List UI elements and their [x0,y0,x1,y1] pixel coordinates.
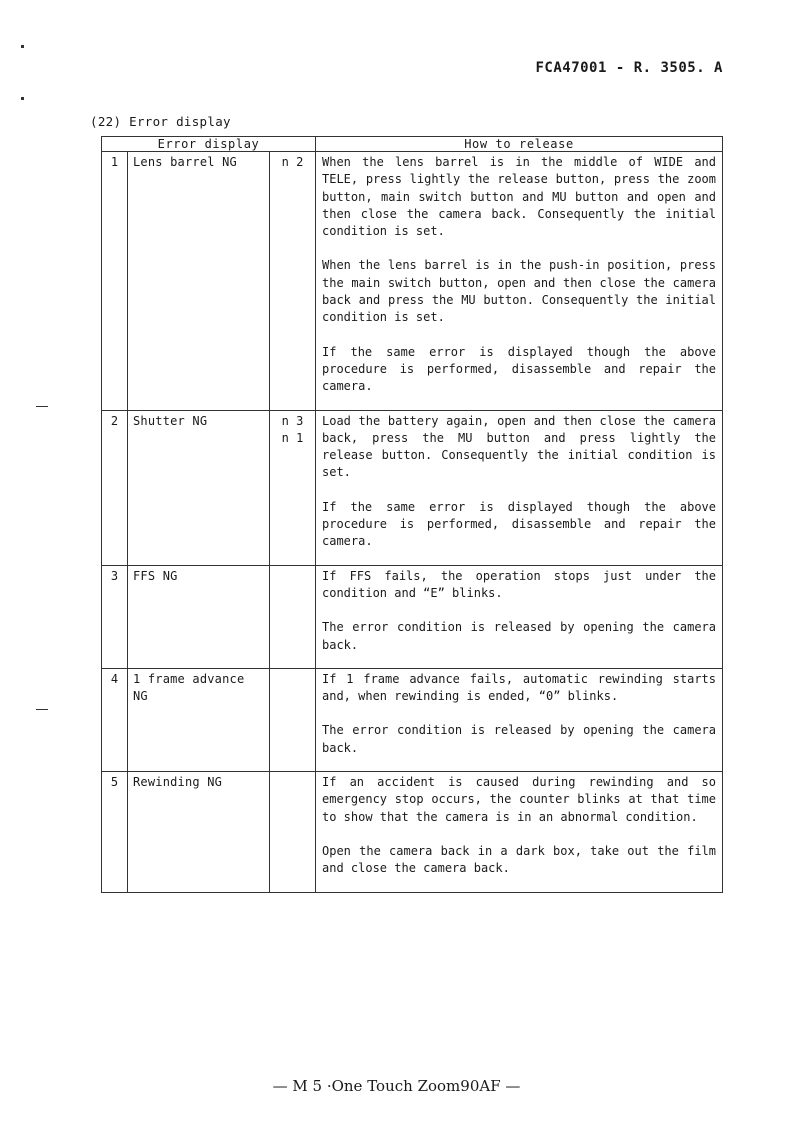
procedure-paragraph: When the lens barrel is in the middle of WIDE and TELE, press lightly the release button, press the zoom button, main switch button and MU button and open and then close the camera back. Consequently the initial condition is set. [322,155,716,239]
error-code-cell [270,668,316,771]
table-row [102,410,723,565]
error-name: Rewinding NG [128,772,270,892]
procedure-paragraph: The error condition is released by opening the camera back. [322,620,716,652]
procedure-paragraph: When the lens barrel is in the push-in position, press the main switch button, open and then close the camera back and press the MU button. Consequently the initial condition is set. [322,258,716,325]
table-header-row [102,137,723,152]
row-number: 5 [102,772,128,892]
procedure-paragraph: If FFS fails, the operation stops just under the condition and “E” blinks. [322,568,716,600]
table-row [102,772,723,892]
row-number: 4 [102,668,128,771]
procedure-paragraph: If the same error is displayed though the above procedure is performed, disassemble and repair the camera. [322,499,716,549]
error-name: 1 frame advance NG [128,668,270,771]
release-procedure [316,152,723,411]
row-number: 2 [102,410,128,565]
page-footer: — M 5 ·One Touch Zoom90AF — [272,1077,521,1095]
row-number: 3 [102,565,128,668]
margin-dot-2 [21,97,24,100]
release-procedure [316,772,723,892]
error-code-cell [270,410,316,565]
procedure-paragraph: Load the battery again, open and then close the camera back, press the MU button and press lightly the release button. Consequently the initial condition is set. [322,413,716,480]
header-how-to-release: How to release [316,137,723,152]
error-code: n 1 [281,430,304,445]
error-code: n 3 [281,413,304,428]
error-code-cell [270,152,316,411]
table-row [102,668,723,771]
error-name: FFS NG [128,565,270,668]
error-code-cell [270,565,316,668]
release-procedure [316,668,723,771]
table-row [102,565,723,668]
procedure-paragraph: If an accident is caused during rewinding and so emergency stop occurs, the counter blinks at that time to show that the camera is in an abnormal condition. [322,775,716,824]
release-procedure [316,410,723,565]
section-title: (22) Error display [90,114,231,129]
header-error-display: Error display [102,137,316,152]
procedure-paragraph: The error condition is released by opening the camera back. [322,723,716,755]
error-name: Lens barrel NG [128,152,270,411]
error-display-table [101,136,723,893]
release-procedure [316,565,723,668]
procedure-paragraph: If the same error is displayed though the above procedure is performed, disassemble and repair the camera. [322,344,716,394]
error-code-cell [270,772,316,892]
error-code: n 2 [281,155,304,169]
procedure-paragraph: Open the camera back in a dark box, take out the film and close the camera back. [322,843,716,876]
error-name: Shutter NG [128,410,270,565]
table-row [102,152,723,411]
margin-dash-2 [36,709,48,710]
procedure-paragraph: If 1 frame advance fails, automatic rewinding starts and, when rewinding is ended, “0” blinks. [322,671,716,704]
margin-dash-1 [36,406,48,407]
document-id: FCA47001 - R. 3505. A [535,60,723,76]
row-number: 1 [102,152,128,411]
margin-dot-1 [21,45,24,48]
